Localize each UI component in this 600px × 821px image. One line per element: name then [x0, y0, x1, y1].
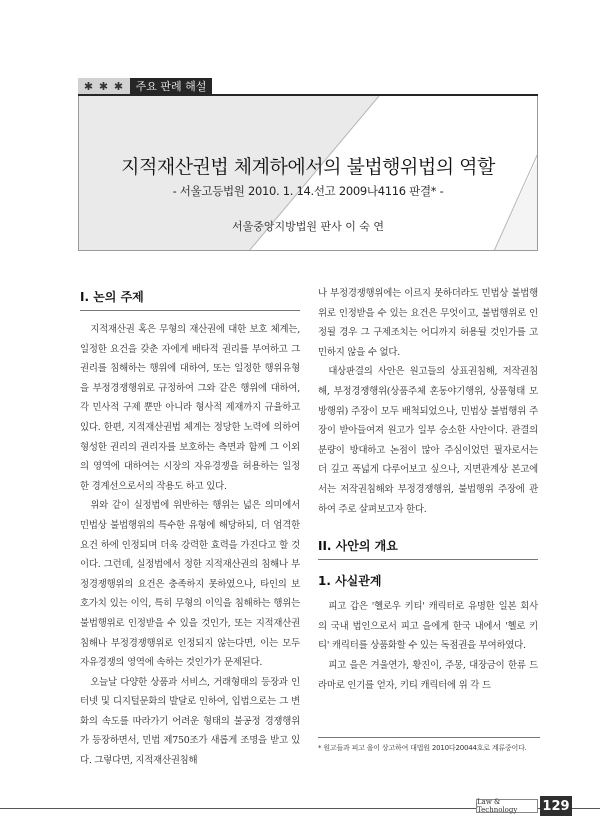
section-tag-stars: ✱ ✱ ✱ [78, 78, 130, 94]
article-author: 서울중앙지방법원 판사 이 숙 연 [231, 220, 385, 233]
section-heading-2: II. 사안의 개요 [318, 537, 538, 560]
body-paragraph: 오늘날 다양한 상품과 서비스, 거래형태의 등장과 인터넷 및 디지털문화의 발달로 인하여, 입법으로는 그 변화의 속도를 따라가기 어려운 형태의 불공정 경쟁행위가 등장하면서, 민법 제750조가 새롭게 조명을 받고 있다. 그렇다면, 지적재산권침해 [80, 676, 300, 767]
body-paragraph: 위와 같이 실정법에 위반하는 행위는 넓은 의미에서 민법상 불법행위의 특수한 유형에 해당하되, 더 엄격한 요건 하에 인정되며 더욱 강력한 효력을 가진다고 할 것이다. 그런데, 실정법에서 정한 지적재산권의 침해나 부정경쟁행위의 요건은 충족하지 못하였으나, 타인의 보호가치 있는 이익, 특히 무형의 이익을 침해하는 행위는 불법행위로 인정받을 수 있을 것인가, 또는 지적재산권침해나 부정경쟁행위로 인정되지 않는다면, 이는 모두 자유경쟁의 영역에 속하는 것인가가 문제된다. [80, 500, 300, 669]
body-paragraph: 지적재산권 혹은 무형의 재산권에 대한 보호 체계는, 일정한 요건을 갖춘 자에게 배타적 권리를 부여하고 그 권리를 침해하는 행위에 대하여, 또는 일정한 행위유형을 부정경쟁행위로 규정하여 그와 같은 행위에 대하여, 각 민사적 구제 뿐만 아니라 형사적 제재까지 규율하고 있다. 한편, 지적재산권법 체계는 정당한 노력에 의하여 형성한 권리의 권리자를 보호하는 측면과 함께 그 이외의 영역에 대하여는 시장의 자유경쟁을 허용하는 일정한 경계선으로서의 작용도 하고 있다. [80, 324, 300, 492]
article-header [78, 96, 538, 251]
section-tag-label: 주요 판례 해설 [130, 78, 212, 94]
body-paragraph: 대상판결의 사안은 원고들의 상표권침해, 저작권침해, 부정경쟁행위(상품주체 혼동야기행위, 상품형태 모방행위) 주장이 모두 배척되었으나, 민법상 불법행위 주장이 받아들여져 원고가 일부 승소한 사안이다. 관결의 분량이 방대하고 논점이 많아 주심이었던 필자로서는 더 깊고 폭넓게 다루어보고 싶으나, 지면관계상 본고에서는 저작권침해와 부정경쟁행위, 불법행위 주장에 관하여 주로 살펴보고자 한다. [318, 366, 538, 515]
footnote: * 원고들과 피고 을이 상고하여 대법원 2010다20044호로 계류중이다. [318, 744, 527, 752]
article-subtitle: - 서울고등법원 2010. 1. 14.선고 2009나4116 판결* - [172, 184, 444, 198]
right-column [318, 284, 538, 695]
subsection-heading: 1. 사실관계 [318, 574, 382, 589]
body-paragraph: 피고 을은 겨울연가, 황진이, 주몽, 대장금이 한류 드라마로 인기를 얻자, 키티 캐릭터에 위 각 드 [318, 659, 538, 691]
footnote-rule [318, 737, 540, 738]
body-paragraph: 나 부정경쟁행위에는 이르지 못하더라도 민법상 불법행위로 인정받을 수 있는 요건은 무엇이고, 불법행위로 인정될 경우 그 구제조치는 어디까지 허용될 것인가를 고민하지 않을 수 없다. [318, 288, 538, 358]
journal-brand: Law & Technology [476, 799, 538, 813]
article-title: 지적재산권법 체계하에서의 불법행위법의 역할 [121, 156, 495, 178]
section-heading-1: I. 논의 주제 [80, 288, 300, 311]
section-tag [78, 78, 212, 94]
page-number: 129 [540, 796, 572, 816]
body-paragraph: 피고 갑은 '헬로우 키티' 캐릭터로 유명한 일본 회사의 국내 법인으로서 피고 을에게 한국 내에서 '헬로 키티' 캐릭터를 상품화할 수 있는 독점권을 부여하였다. [318, 601, 538, 652]
left-column [80, 288, 300, 771]
